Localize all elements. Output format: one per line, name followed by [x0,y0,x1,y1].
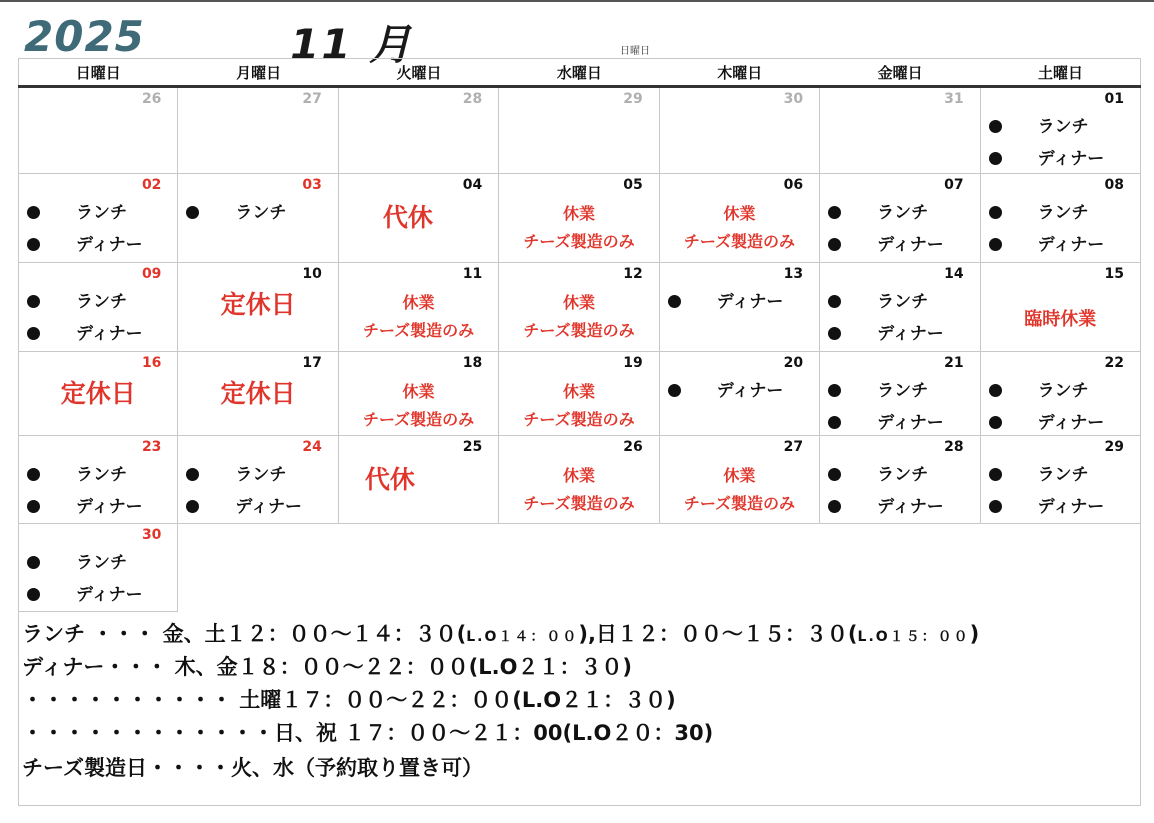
day-number: 04 [462,177,483,193]
dinner-item [27,580,143,605]
bullet-dot-icon [828,384,841,397]
lunch-item [186,460,286,485]
day-cell [499,263,659,352]
day-number: 21 [944,355,964,371]
bullet-dot-icon [27,206,40,219]
day-cell [499,174,659,263]
dinner-item [989,144,1105,169]
info-lunch-lo1: L.O１４：００ [466,629,579,645]
dinner-item-label: ディナー [877,324,944,344]
cheese-only-label: チーズ製造のみ [362,410,475,429]
dinner-item [828,319,944,344]
weekday-thu: 木曜日 [717,64,763,82]
cheese-only-label: チーズ製造のみ [362,321,475,340]
day-cell [18,524,178,612]
lunch-item-label: ランチ [1037,117,1089,137]
day-cell [660,263,820,352]
dinner-item [828,408,944,433]
day-number: 27 [783,439,804,455]
day-number: 16 [141,355,162,371]
info-saturday-hours: ・・・・・・・・・・ 土曜１７：００～２２：００(L.O２１：３０) [22,688,676,712]
day-cell [660,436,820,524]
regular-holiday-label: 定休日 [220,290,296,319]
dinner-item-label: ディナー [877,497,944,517]
dinner-item-label: ディナー [716,381,784,401]
info-lunch-end: ) [969,622,980,646]
dinner-item [27,319,143,344]
dinner-item-label: ディナー [877,413,944,433]
bullet-dot-icon [186,468,199,481]
info-cheese-days: チーズ製造日・・・・火、水（予約取り置き可） [22,756,483,780]
day-number: 28 [944,439,964,455]
weekday-sun: 日曜日 [75,64,121,82]
day-cell [178,174,338,263]
substitute-holiday-label: 代休 [382,203,433,232]
bullet-dot-icon [668,295,681,308]
info-dinner-hours: ディナー・・・ 木、金１８：００～２２：００(L.O２１：３０) [22,655,633,679]
day-cell [981,352,1141,436]
lunch-item [27,548,127,573]
day-number: 14 [944,266,964,282]
day-number: 10 [302,266,322,282]
day-cell [339,436,499,524]
closed-label: 休業 [723,204,756,223]
info-lunch-main: ランチ ・・・ 金、土１２：００～１４：３０( [22,622,467,646]
day-cell [339,174,499,263]
day-cell [339,88,499,174]
day-cell [499,352,659,436]
dinner-item-label: ディナー [716,292,784,312]
lunch-item [27,198,127,223]
info-sunday-hours: ・・・・・・・・・・・・日、祝 １７：００～２１：00(L.O２０：30) [22,721,714,745]
day-cell [820,436,980,524]
dinner-item-label: ディナー [235,497,303,517]
temporary-closed-label: 臨時休業 [1024,309,1097,330]
bullet-dot-icon [186,500,199,513]
day-cell [178,88,338,174]
day-number: 08 [1104,177,1124,193]
day-cell [660,88,820,174]
weekday-wed: 水曜日 [556,64,602,82]
dinner-item [186,492,302,517]
dinner-item-label: ディナー [1037,497,1105,517]
lunch-item [186,198,286,223]
lunch-item-label: ランチ [76,553,127,573]
lunch-item [989,198,1089,223]
day-number: 26 [623,439,643,455]
bullet-dot-icon [989,468,1002,481]
lunch-item [989,376,1089,401]
closed-label: 休業 [723,466,756,485]
lunch-item [828,198,928,223]
dinner-item [668,376,784,401]
bullet-dot-icon [27,468,40,481]
day-number: 30 [783,91,804,107]
closed-label: 休業 [562,293,595,312]
bullet-dot-icon [828,468,841,481]
day-cell [499,88,659,174]
closed-label: 休業 [562,382,595,401]
dinner-item-label: ディナー [76,497,143,517]
weekday-header [18,62,1141,84]
day-cell [660,352,820,436]
header-note: 日曜日 [620,46,650,57]
bullet-dot-icon [989,500,1002,513]
day-cell [18,352,178,436]
day-cell [820,263,980,352]
day-number: 13 [783,266,804,282]
day-cell [18,436,178,524]
day-number: 31 [944,91,964,107]
bullet-dot-icon [989,120,1002,133]
day-number: 07 [944,177,964,193]
bullet-dot-icon [989,206,1002,219]
day-number: 01 [1104,91,1124,107]
bullet-dot-icon [828,500,841,513]
day-number: 29 [1104,439,1124,455]
day-cell [820,174,980,263]
top-border [0,0,1154,2]
day-number: 30 [141,527,162,543]
bullet-dot-icon [989,384,1002,397]
day-number: 27 [302,91,322,107]
lunch-item [989,460,1089,485]
day-number: 09 [141,266,162,282]
lunch-item-label: ランチ [235,203,287,223]
bullet-dot-icon [668,384,681,397]
day-cell [820,88,980,174]
cheese-only-label: チーズ製造のみ [523,321,635,340]
bullet-dot-icon [27,238,40,251]
lunch-item-label: ランチ [877,203,929,223]
calendar-month: 11 月 [290,20,414,69]
day-number: 19 [623,355,643,371]
bullet-dot-icon [828,416,841,429]
cheese-only-label: チーズ製造のみ [523,232,635,251]
info-lunch-mid: ),日１２：００～１５：３０( [578,622,858,646]
day-number: 02 [141,177,162,193]
day-cell [178,263,338,352]
info-lunch-hours [22,618,979,648]
day-cell [18,263,178,352]
day-cell [981,174,1141,263]
dinner-item [828,492,944,517]
lunch-item [828,460,928,485]
day-number: 25 [462,439,483,455]
bullet-dot-icon [989,416,1002,429]
day-cell [339,352,499,436]
bullet-dot-icon [27,556,40,569]
cheese-only-label: チーズ製造のみ [523,494,635,513]
day-number: 18 [462,355,483,371]
bullet-dot-icon [828,238,841,251]
weekday-mon: 月曜日 [236,64,282,82]
bullet-dot-icon [828,206,841,219]
bullet-dot-icon [27,588,40,601]
day-cell [981,436,1141,524]
closed-label: 休業 [562,204,595,223]
calendar-year: 2025 [24,12,145,61]
dinner-item [27,230,143,255]
bullet-dot-icon [989,238,1002,251]
dinner-item-label: ディナー [1037,149,1105,169]
day-number: 03 [302,177,322,193]
lunch-item-label: ランチ [76,465,127,485]
day-cell [178,436,338,524]
bullet-dot-icon [989,152,1002,165]
cheese-only-label: チーズ製造のみ [683,232,796,251]
weekday-fri: 金曜日 [877,64,923,82]
bullet-dot-icon [27,295,40,308]
day-number: 06 [783,177,804,193]
cheese-only-label: チーズ製造のみ [683,494,796,513]
day-number: 15 [1104,266,1124,282]
lunch-item-label: ランチ [877,465,929,485]
closed-label: 休業 [562,466,595,485]
dinner-item [828,230,944,255]
regular-holiday-label: 定休日 [60,379,136,408]
day-number: 11 [462,266,483,282]
dinner-item [668,287,784,312]
lunch-item-label: ランチ [1037,465,1089,485]
substitute-holiday-label: 代休 [364,465,415,494]
day-cell [660,174,820,263]
day-cell [820,352,980,436]
day-number: 29 [623,91,643,107]
weekday-sat: 土曜日 [1038,64,1084,82]
dinner-item-label: ディナー [76,324,143,344]
dinner-item [27,492,143,517]
day-cell [981,263,1141,352]
dinner-item [989,230,1105,255]
day-number: 23 [141,439,162,455]
bullet-dot-icon [828,327,841,340]
day-cell [178,352,338,436]
lunch-item-label: ランチ [76,203,127,223]
lunch-item-label: ランチ [1037,203,1089,223]
lunch-item [989,112,1089,137]
day-number: 22 [1104,355,1124,371]
lunch-item-label: ランチ [1037,381,1089,401]
lunch-item-label: ランチ [76,292,127,312]
day-number: 05 [623,177,643,193]
day-cell [18,88,178,174]
day-cell [339,263,499,352]
dinner-item-label: ディナー [1037,235,1105,255]
day-number: 26 [141,91,162,107]
dinner-item-label: ディナー [76,585,143,605]
day-cell [18,174,178,263]
day-cell [499,436,659,524]
closed-label: 休業 [402,382,435,401]
dinner-item [989,408,1105,433]
lunch-item-label: ランチ [877,381,929,401]
day-number: 20 [783,355,804,371]
weekday-tue: 火曜日 [396,64,442,82]
closed-label: 休業 [402,293,435,312]
lunch-item [27,287,127,312]
dinner-item-label: ディナー [877,235,944,255]
lunch-item-label: ランチ [235,465,287,485]
day-number: 12 [623,266,643,282]
day-number: 28 [462,91,483,107]
lunch-item [828,287,928,312]
lunch-item [828,376,928,401]
day-number: 24 [302,439,322,455]
day-number: 17 [302,355,322,371]
cheese-only-label: チーズ製造のみ [523,410,635,429]
day-cell [981,88,1141,174]
regular-holiday-label: 定休日 [220,379,296,408]
bullet-dot-icon [27,500,40,513]
dinner-item-label: ディナー [1037,413,1105,433]
dinner-item-label: ディナー [76,235,143,255]
bullet-dot-icon [186,206,199,219]
dinner-item [989,492,1105,517]
info-lunch-lo2: L.O１５：００ [857,629,970,645]
bullet-dot-icon [27,327,40,340]
lunch-item [27,460,127,485]
lunch-item-label: ランチ [877,292,929,312]
bullet-dot-icon [828,295,841,308]
